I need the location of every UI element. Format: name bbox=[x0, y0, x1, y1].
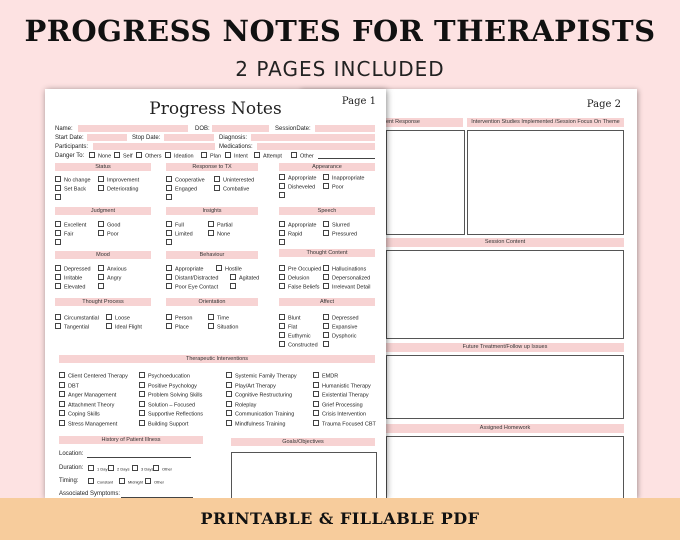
dob-label: DOB: bbox=[195, 126, 210, 132]
thought-content-header: Thought Content bbox=[279, 249, 375, 257]
affect-checkbox[interactable]: Expansive bbox=[323, 323, 357, 332]
page-1-label: Page 1 bbox=[341, 96, 376, 107]
affect-checkbox[interactable]: Flat bbox=[279, 323, 297, 332]
intervention-checkbox[interactable]: Existential Therapy bbox=[313, 391, 369, 400]
judgment-checkbox[interactable]: Excellent bbox=[55, 221, 86, 230]
intervention-checkbox[interactable]: DBT bbox=[59, 382, 79, 391]
dob-field[interactable] bbox=[212, 125, 269, 132]
participants-label: Participants: bbox=[55, 144, 89, 150]
affect-checkbox[interactable]: Constructed bbox=[279, 341, 318, 350]
symptoms-label: Associated Symptoms: bbox=[59, 491, 121, 497]
medications-field[interactable] bbox=[257, 143, 375, 150]
intervention-checkbox[interactable]: Communication Training bbox=[226, 410, 294, 419]
medications-label: Medications: bbox=[219, 144, 253, 150]
response-tx-checkbox[interactable]: Engaged bbox=[166, 185, 197, 194]
duration-3-days-checkbox[interactable]: 3 Days bbox=[132, 465, 153, 473]
goals-header: Goals/Objectives bbox=[231, 438, 375, 446]
speech-header: Speech bbox=[279, 207, 375, 215]
orientation-checkbox[interactable]: Situation bbox=[208, 323, 238, 332]
stop-date-field[interactable] bbox=[164, 134, 214, 141]
interventions-header: Therapeutic Interventions bbox=[59, 355, 375, 363]
future-treatment-header: Future Treatment/Follow up Issues bbox=[386, 343, 624, 352]
interventions-implemented-field[interactable] bbox=[467, 130, 624, 235]
danger-intent-checkbox[interactable]: Intent bbox=[225, 152, 248, 161]
affect-checkbox[interactable]: Dysphoric bbox=[323, 332, 356, 341]
page-2-label: Page 2 bbox=[586, 99, 621, 110]
duration-other-checkbox[interactable]: Other bbox=[153, 465, 172, 473]
judgment-checkbox[interactable]: Poor bbox=[98, 230, 119, 239]
intervention-checkbox[interactable]: Stress Management bbox=[59, 420, 117, 429]
mood-header: Mood bbox=[55, 251, 151, 259]
name-field[interactable] bbox=[78, 125, 188, 132]
orientation-checkbox[interactable]: Person bbox=[166, 314, 192, 323]
thought-process-header: Thought Process bbox=[55, 298, 151, 306]
thought-content-checkbox[interactable]: Irrelevant Detail bbox=[323, 283, 371, 292]
orientation-checkbox[interactable]: Time bbox=[208, 314, 229, 323]
intervention-checkbox[interactable]: Crisis Intervention bbox=[313, 410, 366, 419]
orientation-header: Orientation bbox=[166, 298, 258, 306]
danger-ideation-checkbox[interactable]: Ideation bbox=[165, 152, 194, 161]
behaviour-checkbox[interactable]: Poor Eye Contact bbox=[166, 283, 218, 292]
behaviour-checkbox[interactable]: Appropriate bbox=[166, 265, 203, 274]
interventions-implemented-header: Intervention Studies Implemented /Session Focus On Theme bbox=[467, 118, 624, 127]
duration-2-days-checkbox[interactable]: 2 Days bbox=[108, 465, 129, 473]
timing-label: Timing: bbox=[59, 478, 79, 484]
intervention-checkbox[interactable]: Anger Management bbox=[59, 391, 116, 400]
stop-date-label: Stop Date: bbox=[132, 135, 161, 141]
thought-content-checkbox[interactable]: Depersonalized bbox=[323, 274, 370, 283]
session-content-header: Session Content bbox=[386, 238, 624, 247]
appearance-checkbox[interactable]: Appropriate bbox=[279, 174, 316, 183]
speech-checkbox[interactable]: Appropriate bbox=[279, 221, 316, 230]
response-tx-checkbox[interactable]: Uninterested bbox=[214, 176, 254, 185]
appearance-checkbox[interactable]: Disheveled bbox=[279, 183, 315, 192]
affect-checkbox[interactable]: Depressed bbox=[323, 314, 359, 323]
intervention-checkbox[interactable]: Positive Psychology bbox=[139, 382, 197, 391]
mood-checkbox[interactable]: Depressed bbox=[55, 265, 91, 274]
intervention-checkbox[interactable]: Roleplay bbox=[226, 401, 256, 410]
session-date-label: SessionDate: bbox=[275, 126, 311, 132]
intervention-checkbox[interactable]: Attachment Theory bbox=[59, 401, 114, 410]
start-date-field[interactable] bbox=[87, 134, 127, 141]
judgment-header: Judgment bbox=[55, 207, 151, 215]
intervention-checkbox[interactable]: Cognitive Restructuring bbox=[226, 391, 292, 400]
session-content-field[interactable] bbox=[386, 250, 624, 339]
thought-process-checkbox[interactable]: Ideal Flight bbox=[106, 323, 142, 332]
mood-checkbox[interactable]: Angry bbox=[98, 274, 121, 283]
behaviour-checkbox[interactable]: Hostile bbox=[216, 265, 242, 274]
affect-header: Affect bbox=[279, 298, 375, 306]
client-response-header: ent Response bbox=[386, 118, 463, 127]
appearance-checkbox[interactable]: Poor bbox=[323, 183, 344, 192]
intervention-checkbox[interactable]: Grief Processing bbox=[313, 401, 363, 410]
danger-other-checkbox[interactable]: Other bbox=[291, 152, 314, 161]
speech-checkbox[interactable]: Rapid bbox=[279, 230, 302, 239]
intervention-checkbox[interactable]: Humanistic Therapy bbox=[313, 382, 371, 391]
thought-content-checkbox[interactable]: False Beliefs bbox=[279, 283, 320, 292]
danger-none-checkbox[interactable]: None bbox=[89, 152, 111, 161]
intervention-checkbox[interactable]: Client Centered Therapy bbox=[59, 372, 128, 381]
intervention-checkbox[interactable]: EMDR bbox=[313, 372, 338, 381]
affect-checkbox[interactable]: Euthymic bbox=[279, 332, 311, 341]
affect-checkbox[interactable] bbox=[323, 341, 332, 350]
footer-label: PRINTABLE & FILLABLE PDF bbox=[200, 509, 480, 528]
thought-process-checkbox[interactable]: Loose bbox=[106, 314, 130, 323]
future-treatment-field[interactable] bbox=[386, 355, 624, 419]
speech-checkbox[interactable] bbox=[279, 239, 288, 248]
start-date-label: Start Date: bbox=[55, 135, 84, 141]
diagnosis-label: Diagnosis: bbox=[219, 135, 248, 141]
mood-checkbox[interactable]: Irritable bbox=[55, 274, 82, 283]
intervention-checkbox[interactable]: Coping Skills bbox=[59, 410, 100, 419]
status-checkbox[interactable]: Deteriorating bbox=[98, 185, 139, 194]
insights-checkbox[interactable]: None bbox=[208, 230, 230, 239]
speech-checkbox[interactable]: Slurred bbox=[323, 221, 350, 230]
thought-process-checkbox[interactable]: Tangential bbox=[55, 323, 89, 332]
intervention-checkbox[interactable]: Supportive Reflections bbox=[139, 410, 203, 419]
insights-checkbox[interactable]: Partial bbox=[208, 221, 233, 230]
insights-header: Insights bbox=[166, 207, 258, 215]
appearance-checkbox[interactable]: Inappropriate bbox=[323, 174, 364, 183]
assigned-homework-field[interactable] bbox=[386, 436, 624, 500]
history-header: History of Patient Illness bbox=[59, 436, 203, 444]
appearance-checkbox[interactable] bbox=[279, 192, 288, 201]
diagnosis-field[interactable] bbox=[251, 134, 375, 141]
location-line[interactable] bbox=[87, 457, 191, 458]
session-date-field[interactable] bbox=[315, 125, 375, 132]
timing-midnight-checkbox[interactable]: Midnight bbox=[119, 478, 143, 486]
main-title: PROGRESS NOTES FOR THERAPISTS bbox=[24, 14, 656, 48]
page-1-title: Progress Notes bbox=[149, 99, 282, 119]
duration-label: Duration: bbox=[59, 465, 84, 471]
danger-other-line[interactable] bbox=[318, 158, 375, 159]
participants-field[interactable] bbox=[93, 143, 215, 150]
status-checkbox[interactable]: Improvement bbox=[98, 176, 139, 185]
orientation-checkbox[interactable]: Place bbox=[166, 323, 189, 332]
response-tx-header: Response to TX bbox=[166, 163, 258, 171]
intervention-checkbox[interactable]: Building Support bbox=[139, 420, 188, 429]
response-tx-checkbox[interactable]: Combative bbox=[214, 185, 249, 194]
name-label: Name: bbox=[55, 126, 73, 132]
intervention-checkbox[interactable]: Solution – Focused bbox=[139, 401, 195, 410]
insights-checkbox[interactable]: Limited bbox=[166, 230, 193, 239]
danger-label: Danger To: bbox=[55, 153, 85, 159]
subtitle: 2 PAGES INCLUDED bbox=[235, 57, 445, 81]
timing-constant-checkbox[interactable]: Constant bbox=[88, 478, 113, 486]
intervention-checkbox[interactable]: Play/Art Therapy bbox=[226, 382, 276, 391]
thought-content-checkbox[interactable]: Delusion bbox=[279, 274, 309, 283]
intervention-checkbox[interactable]: Problem Solving Skills bbox=[139, 391, 202, 400]
thought-content-checkbox[interactable]: Pre Occupied bbox=[279, 265, 321, 274]
intervention-checkbox[interactable]: Systemic Family Therapy bbox=[226, 372, 297, 381]
mood-checkbox[interactable]: Anxious bbox=[98, 265, 127, 274]
status-checkbox[interactable] bbox=[55, 194, 64, 203]
affect-checkbox[interactable]: Blunt bbox=[279, 314, 301, 323]
behaviour-checkbox[interactable]: Agitated bbox=[230, 274, 259, 283]
judgment-checkbox[interactable] bbox=[55, 239, 64, 248]
judgment-checkbox[interactable]: Good bbox=[98, 221, 120, 230]
thought-content-checkbox[interactable]: Hallucinations bbox=[323, 265, 366, 274]
location-label: Location: bbox=[59, 451, 84, 457]
duration-1-day-checkbox[interactable]: 1 Day bbox=[88, 465, 107, 473]
assigned-homework-header: Assigned Homework bbox=[386, 424, 624, 433]
response-tx-checkbox[interactable]: Cooperative bbox=[166, 176, 205, 185]
page-1 bbox=[45, 89, 386, 498]
behaviour-checkbox[interactable] bbox=[230, 283, 239, 292]
judgment-checkbox[interactable]: Fair bbox=[55, 230, 73, 239]
danger-others-checkbox[interactable]: Others bbox=[136, 152, 162, 161]
status-checkbox[interactable]: Set Back bbox=[55, 185, 86, 194]
behaviour-checkbox[interactable]: Distant/Distracted bbox=[166, 274, 218, 283]
danger-self-checkbox[interactable]: Self bbox=[114, 152, 132, 161]
danger-plan-checkbox[interactable]: Plan bbox=[201, 152, 221, 161]
mood-checkbox[interactable] bbox=[98, 283, 107, 292]
thought-process-checkbox[interactable]: Circumstantial bbox=[55, 314, 99, 323]
insights-checkbox[interactable] bbox=[166, 239, 175, 248]
goals-field[interactable] bbox=[231, 452, 377, 498]
appearance-header: Appearance bbox=[279, 163, 375, 171]
insights-checkbox[interactable]: Full bbox=[166, 221, 184, 230]
intervention-checkbox[interactable]: Mindfulness Training bbox=[226, 420, 285, 429]
status-checkbox[interactable]: No change bbox=[55, 176, 91, 185]
speech-checkbox[interactable]: Pressured bbox=[323, 230, 357, 239]
danger-attempt-checkbox[interactable]: Attempt bbox=[254, 152, 282, 161]
status-header: Status bbox=[55, 163, 151, 171]
intervention-checkbox[interactable]: Psychoeducation bbox=[139, 372, 190, 381]
mood-checkbox[interactable]: Elevated bbox=[55, 283, 85, 292]
timing-other-checkbox[interactable]: Other bbox=[145, 478, 164, 486]
response-tx-checkbox[interactable] bbox=[166, 194, 175, 203]
behaviour-header: Behaviour bbox=[166, 251, 258, 259]
client-response-field[interactable] bbox=[386, 130, 465, 235]
intervention-checkbox[interactable]: Trauma Focused CBT bbox=[313, 420, 376, 429]
